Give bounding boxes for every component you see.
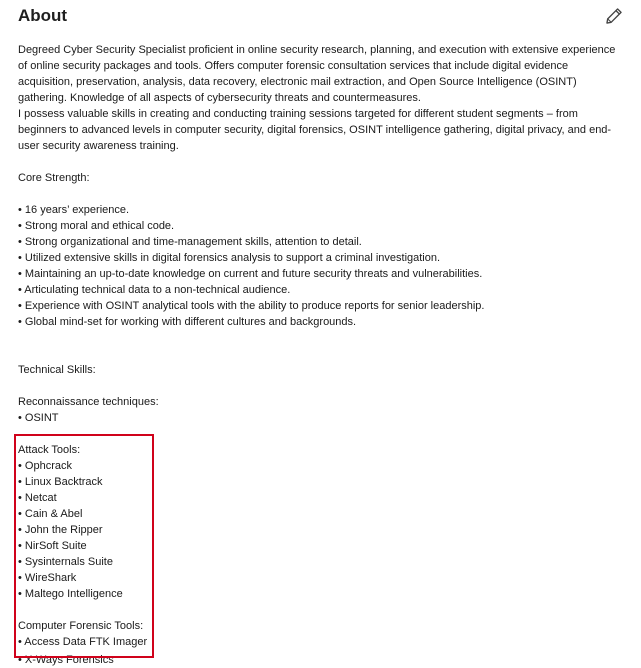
list-item: • Utilized extensive skills in digital forensics analysis to support a criminal investigation. <box>18 252 441 264</box>
attack-tools-section <box>18 442 624 650</box>
list-item: • Cain & Abel <box>18 508 83 520</box>
intro-line: I possess valuable skills in creating and conducting training sessions targeted for different student segments – from <box>18 108 578 120</box>
core-strength-heading: Core Strength: <box>18 172 90 184</box>
intro-line: gathering. Knowledge of all aspects of cybersecurity threats and countermeasures. <box>18 92 421 104</box>
intro-paragraph <box>18 42 624 154</box>
recon-heading: Reconnaissance techniques: <box>18 396 159 408</box>
intro-line: acquisition, preservation, analysis, data recovery, electronic mail extraction, and Open Source Intelligence (OSINT) <box>18 76 577 88</box>
list-item: • Global mind-set for working with different cultures and backgrounds. <box>18 316 357 328</box>
about-content <box>18 42 624 650</box>
list-item: • Linux Backtrack <box>18 476 103 488</box>
intro-line: beginners to advanced levels in computer security, digital forensics, OSINT intelligence gathering, digital privacy, and end- <box>18 124 612 136</box>
list-item: • Maintaining an up-to-date knowledge on current and future security threats and vulnerabilities. <box>18 268 483 280</box>
pencil-icon <box>605 7 623 25</box>
edit-about-button[interactable] <box>603 5 625 27</box>
list-item: • 16 years’ experience. <box>18 204 130 216</box>
forensic-tools-heading: Computer Forensic Tools: <box>18 620 144 632</box>
cut-off-list-item: • X-Ways Forensics <box>18 654 114 666</box>
technical-skills-heading: Technical Skills: <box>18 364 96 376</box>
attack-tools-heading: Attack Tools: <box>18 444 81 456</box>
list-item: • Sysinternals Suite <box>18 556 113 568</box>
list-item: • WireShark <box>18 572 77 584</box>
list-item: • Access Data FTK Imager <box>18 636 148 648</box>
list-item: • Strong moral and ethical code. <box>18 220 175 232</box>
list-item: • John the Ripper <box>18 524 103 536</box>
about-title: About <box>18 6 68 25</box>
core-strength-list <box>18 202 624 330</box>
list-item: • Ophcrack <box>18 460 72 472</box>
list-item: • Strong organizational and time-management skills, attention to detail. <box>18 236 362 248</box>
list-item: • Articulating technical data to a non-technical audience. <box>18 284 291 296</box>
list-item: • NirSoft Suite <box>18 540 87 552</box>
list-item: • Netcat <box>18 492 57 504</box>
list-item: • Experience with OSINT analytical tools with the ability to produce reports for senior leadership. <box>18 300 485 312</box>
list-item: • OSINT <box>18 412 59 424</box>
intro-line: Degreed Cyber Security Specialist proficient in online security research, planning, and execution with extensive experience <box>18 44 616 56</box>
intro-line: user security awareness training. <box>18 140 179 152</box>
list-item: • Maltego Intelligence <box>18 588 123 600</box>
intro-line: of online security packages and tools. Offers computer forensic consultation services that include digital evidence <box>18 60 569 72</box>
